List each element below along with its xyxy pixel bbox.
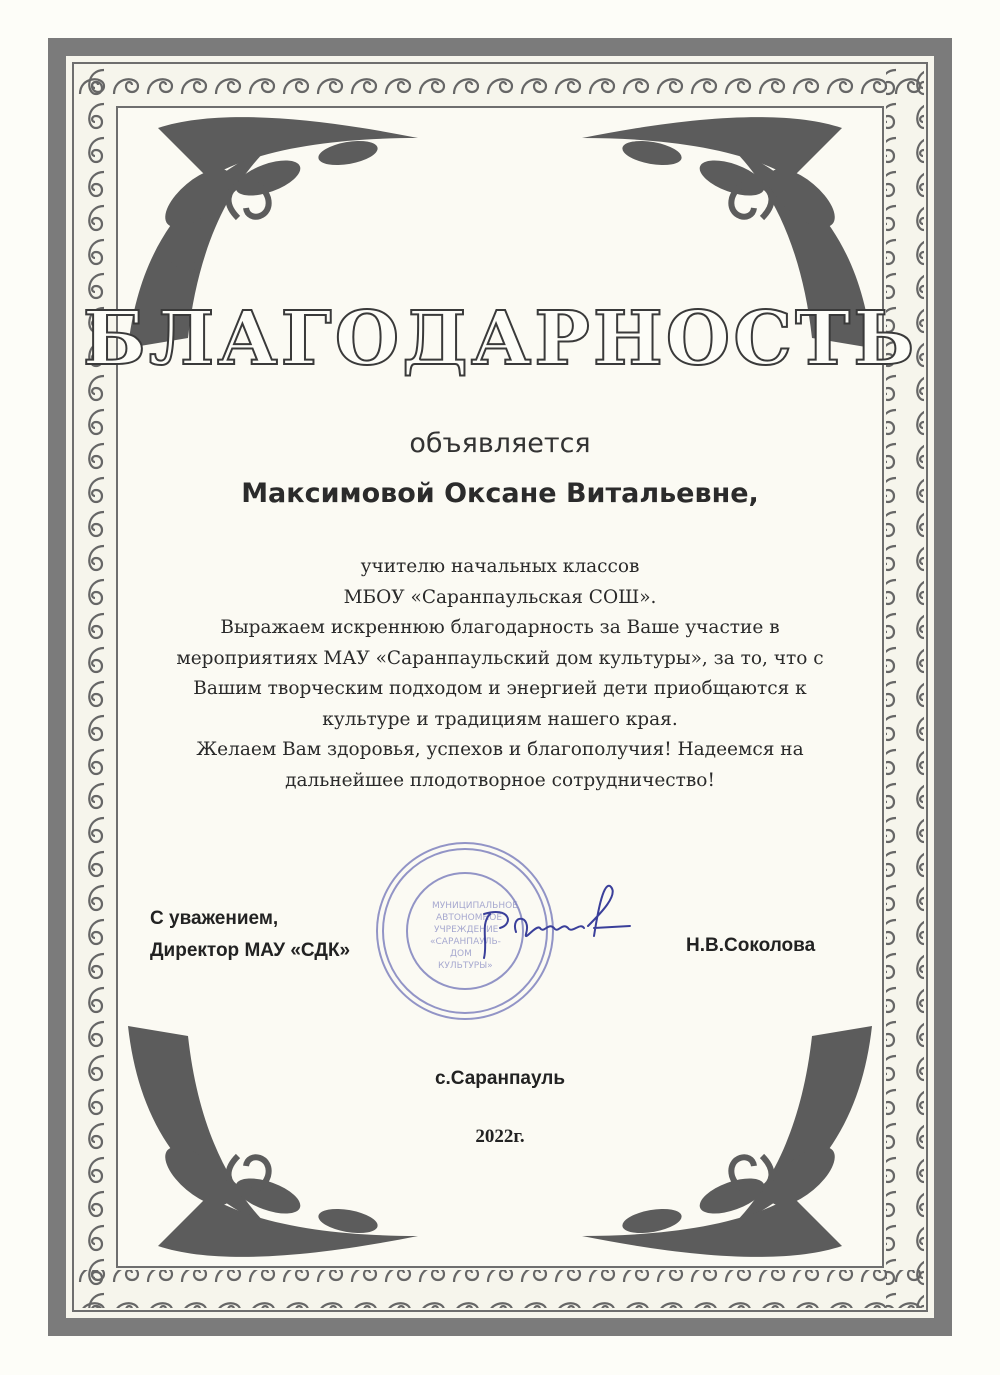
signer-title: Директор МАУ «СДК» (150, 940, 351, 961)
announced-label: объявляется (409, 428, 591, 459)
certificate-title: БЛАГОДАРНОСТЬ (82, 296, 918, 382)
svg-text:КУЛЬТУРЫ»: КУЛЬТУРЫ» (438, 961, 493, 971)
body-line: Желаем Вам здоровья, успехов и благополучия! Надеемся на (196, 739, 804, 760)
signature (470, 884, 640, 964)
body-line: Выражаем искреннюю благодарность за Ваше участие в (220, 617, 780, 638)
svg-text:ДОМ: ДОМ (450, 949, 472, 959)
signer-name: Н.В.Соколова (686, 935, 816, 956)
body-line: дальнейшее плодотворное сотрудничество! (285, 769, 715, 791)
certificate-body (150, 552, 850, 796)
svg-text:МУНИЦИПАЛЬНОЕ: МУНИЦИПАЛЬНОЕ (432, 901, 518, 911)
body-line: мероприятиях МАУ «Саранпаульский дом культуры», за то, что с (176, 647, 824, 669)
body-line: учителю начальных классов (360, 556, 640, 577)
body-line: Вашим творческим подходом и энергией дети приобщаются к (193, 678, 807, 699)
body-line: культуре и традициям нашего края. (322, 708, 678, 730)
signature-block (150, 903, 350, 967)
svg-text:«САРАНПАУЛЬ-: «САРАНПАУЛЬ- (430, 937, 501, 947)
closing-text: С уважением, (150, 908, 279, 929)
recipient-name: Максимовой Оксане Витальевне, (241, 478, 759, 509)
svg-text:УЧРЕЖДЕНИЕ: УЧРЕЖДЕНИЕ (434, 925, 499, 935)
svg-text:АВТОНОМНОЕ: АВТОНОМНОЕ (436, 913, 503, 923)
year: 2022г. (475, 1126, 525, 1147)
place: с.Саранпауль (434, 1068, 566, 1089)
body-line: МБОУ «Саранпаульская СОШ». (343, 586, 657, 608)
